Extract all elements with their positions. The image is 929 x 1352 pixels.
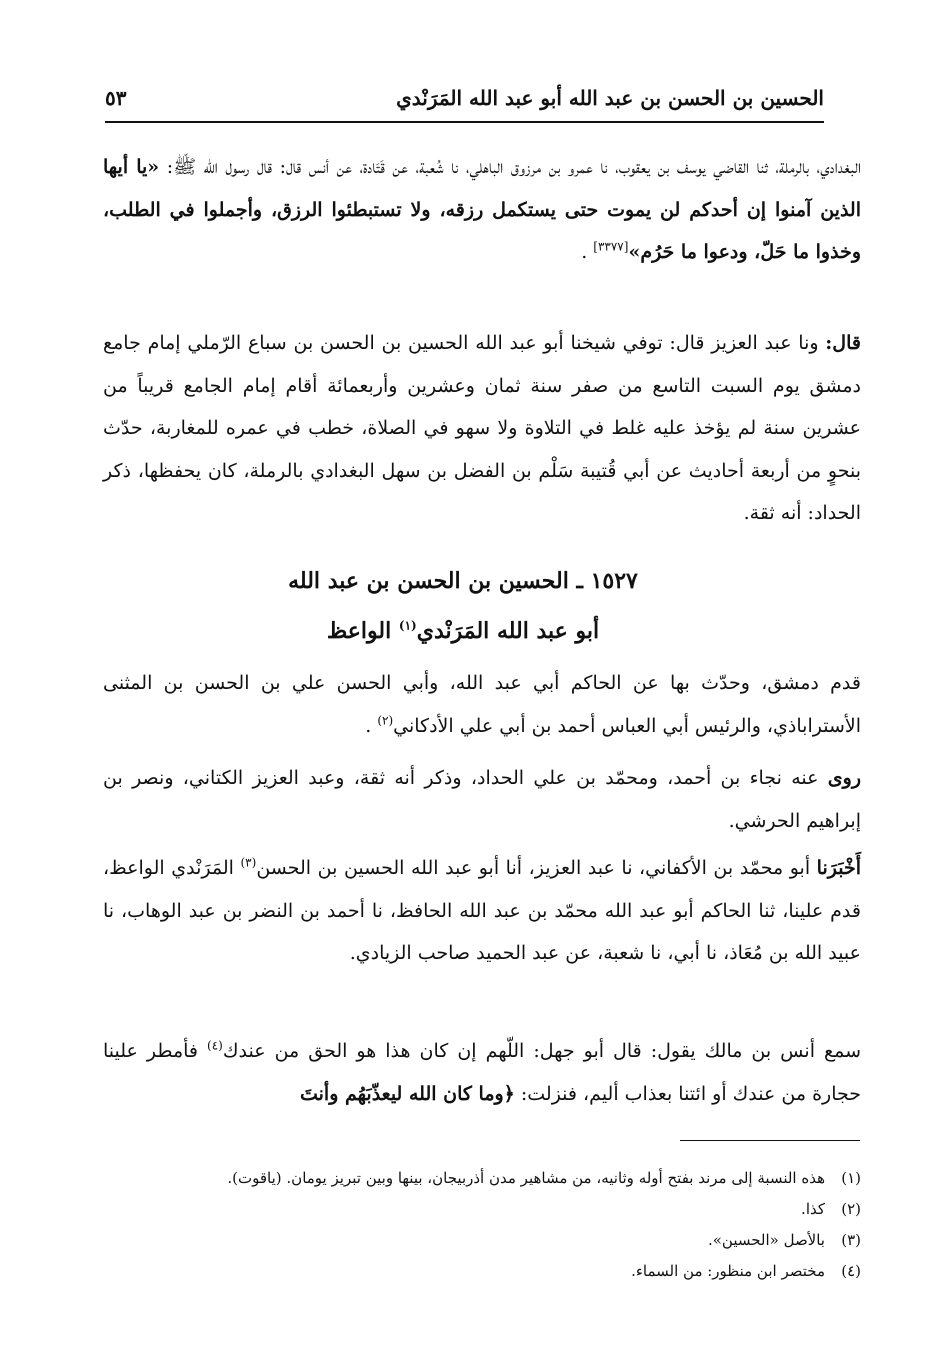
footnote-text: كذا. [801,1200,825,1218]
paragraph-isnad [103,847,861,975]
footnote-text: هذه النسبة إلى مرند بفتح أوله وثانيه، من مشاهير مدن أذربيجان، بينها وبين تبريز يومان. (ياقوت). [227,1169,825,1187]
hadith-ref: [٣٣٧٧] [593,239,629,254]
paragraph-text: سمع أنس بن مالك يقول: قال أبو جهل: اللّهم إن كان هذا هو الحق من عندك [222,1040,861,1062]
footnote-number: (٣) [841,1231,861,1249]
footnote-number: (١) [841,1169,861,1187]
page-header [105,82,824,118]
paragraph-arrival [103,662,861,747]
footnote-text: بالأصل «الحسين». [707,1231,825,1249]
isnad-text: البغدادي، بالرملة، ثنا القاضي يوسف بن يعقوب، نا عمرو بن مرزوق الباهلي، نا شُعبة، عن قَتَادة، عن أنس قال: قال رسول الله ﷺ: [159,156,861,178]
paragraph-narrators [103,757,861,842]
footnote-item [103,1194,861,1225]
paragraph-text: عنه نجاء بن أحمد، ومحمّد بن علي الحداد، وذكر أنه ثقة، وعبد العزيز الكتاني، ونصر بن إبراهيم الحرشي. [103,767,861,832]
quran-quote: ﴿وما كان الله ليعذّبَهُم وأنتَ [299,1082,515,1105]
footnote-separator [680,1140,860,1141]
footnote-text: مختصر ابن منظور: من السماء. [631,1262,825,1280]
footnote-marker: (٢) [377,713,394,728]
running-title: الحسين بن الحسن بن عبد الله أبو عبد الله المَرَنْدي [396,86,824,110]
footnote-number: (٢) [841,1200,861,1218]
hadith-text: «يا أيها الذين آمنوا إن أحدكم لن يموت حتى يستكمل رزقه، ولا تستبطئوا الرزق، وأجملوا في الطلب، وخذوا ما حَلّ، ودعوا ما حَرُم» [103,156,861,263]
paragraph-abu-jahl [103,1030,861,1115]
paragraph-lead: قال: [825,332,861,354]
paragraph-text-continued: فأمطر علينا حجارة من عندك أو ائتنا بعذاب أليم، فنزلت: [103,1040,861,1105]
footnote-item [103,1256,861,1287]
footnote-item [103,1163,861,1194]
paragraph-hadith [103,146,861,274]
footnote-marker: (١) [398,618,417,633]
entry-title: ١٥٢٧ ـ الحسين بن الحسن بن عبد الله [288,568,638,594]
footnote-marker: (٤) [207,1038,223,1053]
paragraph-end: . [365,714,378,737]
paragraph-death-note [103,322,861,535]
footnote-marker: (٣) [240,855,257,870]
paragraph-lead: أَخْبَرَنا [816,857,861,879]
header-rule [105,121,824,123]
page-number: ٥٣ [105,86,127,110]
footnote-number: (٤) [841,1262,861,1280]
entry-epithet: الواعظ [326,618,399,644]
entry-kunya: أبو عبد الله المَرَنْدي [416,618,600,644]
footnote-item [103,1225,861,1256]
paragraph-text: قدم دمشق، وحدّث بها عن الحاكم أبي عبد الله، وأبي الحسن علي بن الحسن بن المثنى الأستراباذي، والرئيس أبي العباس أحمد بن أبي علي الأدكاني [103,672,861,737]
paragraph-text: أبو محمّد بن الأكفاني، نا عبد العزيز، أنا أبو عبد الله الحسين بن الحسن [256,857,817,879]
paragraph-lead: روى [827,767,861,789]
paragraph-end: . [581,241,594,263]
footnotes [103,1163,861,1287]
paragraph-text-continued: المَرَنْدي الواعظ، قدم علينا، ثنا الحاكم أبو عبد الله محمّد بن عبد الله الحافظ، نا أحمد بن النضر بن عبد الوهاب، نا عبيد الله بن مُعَاذ، نا أبي، نا شعبة، عن عبد الحميد صاحب الزيادي. [103,857,861,964]
entry-subtitle [103,618,823,644]
paragraph-text: ونا عبد العزيز قال: توفي شيخنا أبو عبد الله الحسين بن الحسن بن سباع الرّملي إمام جامع دمشق يوم السبت التاسع من صفر سنة ثمان وعشرين وأربعمائة أقام إمام الجامع قريباً من عشرين سنة لم يؤخذ عليه غلط في التلاوة ولا سهو في الصلاة، خطب في عمره للمغاربة، حدّث بنحوٍ من أربعة أحاديث عن أبي قُتيبة سَلْم بن الفضل بن سهل البغدادي بالرملة، كان يحفظها، ذكر الحداد: أنه ثقة. [103,332,861,524]
